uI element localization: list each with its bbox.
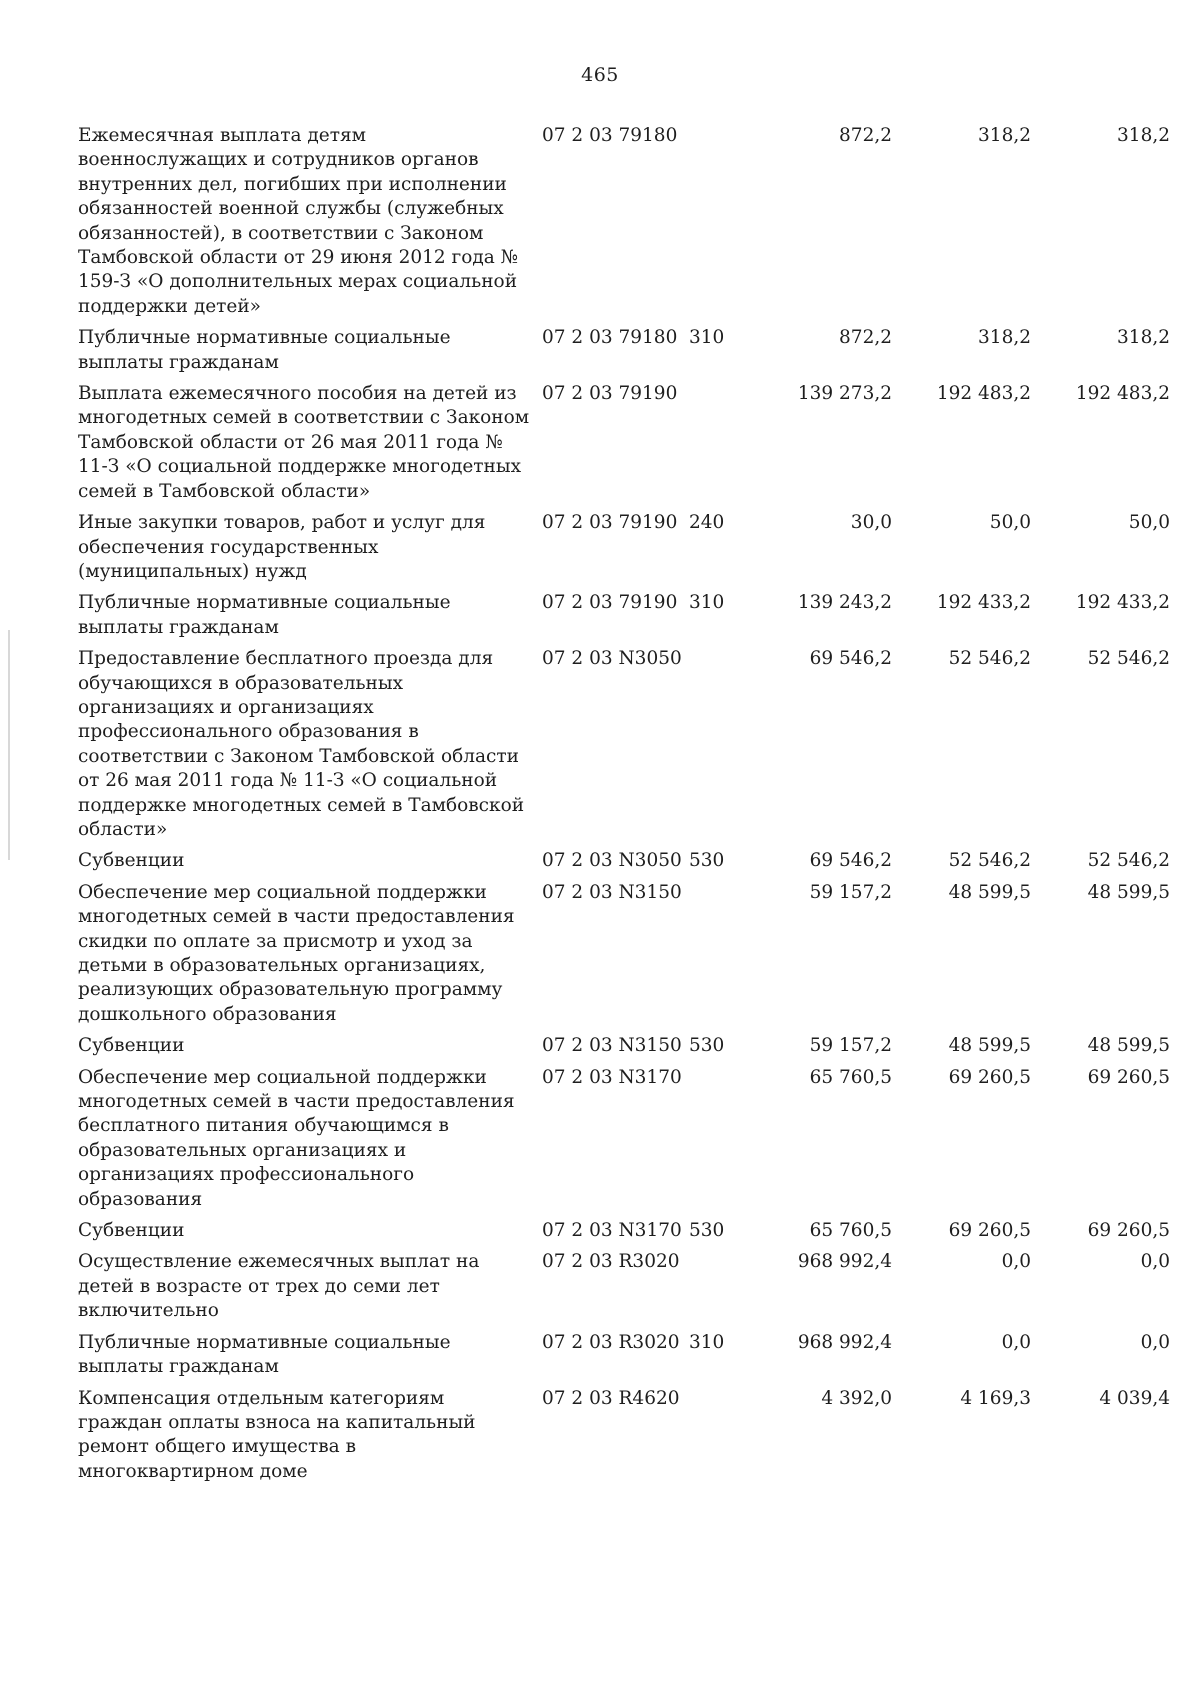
expense-type-code [685,1387,745,1492]
table-row [78,647,1170,849]
table-row [78,1331,1170,1387]
budget-table-body [78,124,1170,1491]
amount-year-1: 968 992,4 [797,1251,892,1273]
amount-year-2: 69 260,5 [948,1220,1031,1242]
amount-year-3: 52 546,2 [1087,850,1170,872]
amount-year-2: 69 260,5 [948,1066,1031,1088]
amount-year-2: 318,2 [978,125,1031,146]
amount-year-2: 192 483,2 [936,383,1031,405]
amount-year-1: 139 273,2 [797,383,892,405]
amount-year-3: 192 433,2 [1075,592,1170,614]
expense-item-name: Субвенции [78,850,185,872]
amount-year-2: 52 546,2 [948,850,1031,872]
table-row [78,591,1170,647]
table-row [78,382,1170,511]
amount-year-2: 4 169,3 [960,1387,1031,1409]
table-row [78,124,1170,326]
budget-table [78,124,1170,1491]
expense-item-name: Выплата ежемесячного пособия на детей из многодетных семей в соответствии с Законом Тамбовской области от 26 мая 2011 года № 11-З «О социальной поддержке многодетных семей в Тамбовской области» [78,383,530,502]
expense-type-code [685,382,745,511]
target-item-code: 07 2 03 79180 [542,327,678,349]
amount-year-3: 69 260,5 [1087,1220,1170,1242]
table-row [78,1219,1170,1250]
amount-year-2: 50,0 [989,512,1031,534]
expense-type-code [685,124,745,326]
amount-year-3: 4 039,4 [1099,1387,1170,1409]
table-row [78,849,1170,880]
amount-year-1: 69 546,2 [809,850,892,872]
amount-year-3: 318,2 [1117,327,1170,349]
amount-year-2: 0,0 [1001,1251,1031,1273]
expense-type-code: 530 [689,1220,725,1242]
amount-year-1: 4 392,0 [821,1387,892,1409]
amount-year-2: 0,0 [1001,1331,1031,1353]
expense-type-code [685,647,745,849]
amount-year-3: 0,0 [1140,1251,1170,1273]
margin-scan-mark [8,630,10,860]
expense-type-code: 530 [689,1035,725,1057]
expense-type-code [685,1066,745,1219]
amount-year-2: 192 433,2 [936,592,1031,614]
amount-year-1: 59 157,2 [809,1035,892,1057]
amount-year-3: 192 483,2 [1075,383,1170,405]
expense-item-name: Публичные нормативные социальные выплаты гражданам [78,1331,451,1378]
target-item-code: 07 2 03 R4620 [542,1387,680,1409]
amount-year-1: 30,0 [850,512,892,534]
amount-year-1: 59 157,2 [809,881,892,903]
expense-item-name: Предоставление бесплатного проезда для обучающихся в образовательных организациях и организациях профессионального образования в соответствии с Законом Тамбовской области от 26 мая 2011 года № 11-З «О социальной поддержке многодетных семей в Тамбовской области» [78,648,525,840]
target-item-code: 07 2 03 N3170 [542,1066,682,1088]
amount-year-1: 139 243,2 [797,592,892,614]
amount-year-2: 48 599,5 [948,881,1031,903]
amount-year-1: 69 546,2 [809,648,892,670]
table-row [78,1387,1170,1492]
target-item-code: 07 2 03 N3150 [542,1035,682,1057]
amount-year-3: 0,0 [1140,1331,1170,1353]
expense-item-name: Компенсация отдельным категориям граждан оплаты взноса на капитальный ремонт общего имущества в многоквартирном доме [78,1387,476,1482]
target-item-code: 07 2 03 79190 [542,592,678,614]
target-item-code: 07 2 03 79190 [542,383,678,405]
table-row [78,1250,1170,1330]
amount-year-3: 48 599,5 [1087,881,1170,903]
page-number: 465 [581,64,619,86]
amount-year-1: 65 760,5 [809,1066,892,1088]
amount-year-2: 48 599,5 [948,1035,1031,1057]
expense-type-code: 530 [689,850,725,872]
target-item-code: 07 2 03 79190 [542,512,678,534]
expense-item-name: Иные закупки товаров, работ и услуг для обеспечения государственных (муниципальных) нужд [78,512,486,582]
target-item-code: 07 2 03 R3020 [542,1251,680,1273]
amount-year-3: 50,0 [1128,512,1170,534]
amount-year-3: 52 546,2 [1087,648,1170,670]
amount-year-1: 65 760,5 [809,1220,892,1242]
expense-type-code: 310 [689,1331,725,1353]
target-item-code: 07 2 03 N3170 [542,1220,682,1242]
amount-year-2: 52 546,2 [948,648,1031,670]
expense-item-name: Публичные нормативные социальные выплаты гражданам [78,592,451,638]
target-item-code: 07 2 03 N3150 [542,881,682,903]
expense-type-code [685,881,745,1034]
table-row [78,1066,1170,1219]
amount-year-2: 318,2 [978,327,1031,349]
amount-year-1: 872,2 [839,327,892,349]
table-row [78,511,1170,591]
table-row [78,326,1170,382]
target-item-code: 07 2 03 79180 [542,125,678,146]
expense-type-code: 310 [689,327,725,349]
amount-year-1: 872,2 [839,125,892,146]
expense-type-code: 240 [689,512,725,534]
table-row [78,1034,1170,1065]
amount-year-3: 48 599,5 [1087,1035,1170,1057]
expense-type-code [685,1250,745,1330]
expense-item-name: Обеспечение мер социальной поддержки многодетных семей в части предоставления бесплатного питания обучающимся в образовательных организациях и организациях профессионального образования [78,1066,515,1210]
expense-item-name: Осуществление ежемесячных выплат на детей в возрасте от трех до семи лет включительно [78,1251,480,1322]
expense-item-name: Ежемесячная выплата детям военнослужащих и сотрудников органов внутренних дел, погибших при исполнении обязанностей военной службы (служебных обязанностей), в соответствии с Законом Тамбовской области от 29 июня 2012 года № 159-З «О дополнительных мерах социальной поддержки детей» [78,125,519,317]
expense-item-name: Субвенции [78,1220,185,1242]
amount-year-3: 318,2 [1117,125,1170,146]
target-item-code: 07 2 03 N3050 [542,850,682,872]
expense-item-name: Субвенции [78,1035,185,1057]
expense-type-code: 310 [689,592,725,614]
amount-year-1: 968 992,4 [797,1331,892,1353]
table-row [78,881,1170,1034]
amount-year-3: 69 260,5 [1087,1066,1170,1088]
expense-item-name: Публичные нормативные социальные выплаты гражданам [78,327,451,373]
expense-item-name: Обеспечение мер социальной поддержки многодетных семей в части предоставления скидки по оплате за присмотр и уход за детьми в образовательных организациях, реализующих образовательную программу дошкольного образования [78,881,515,1025]
target-item-code: 07 2 03 R3020 [542,1331,680,1353]
target-item-code: 07 2 03 N3050 [542,648,682,670]
